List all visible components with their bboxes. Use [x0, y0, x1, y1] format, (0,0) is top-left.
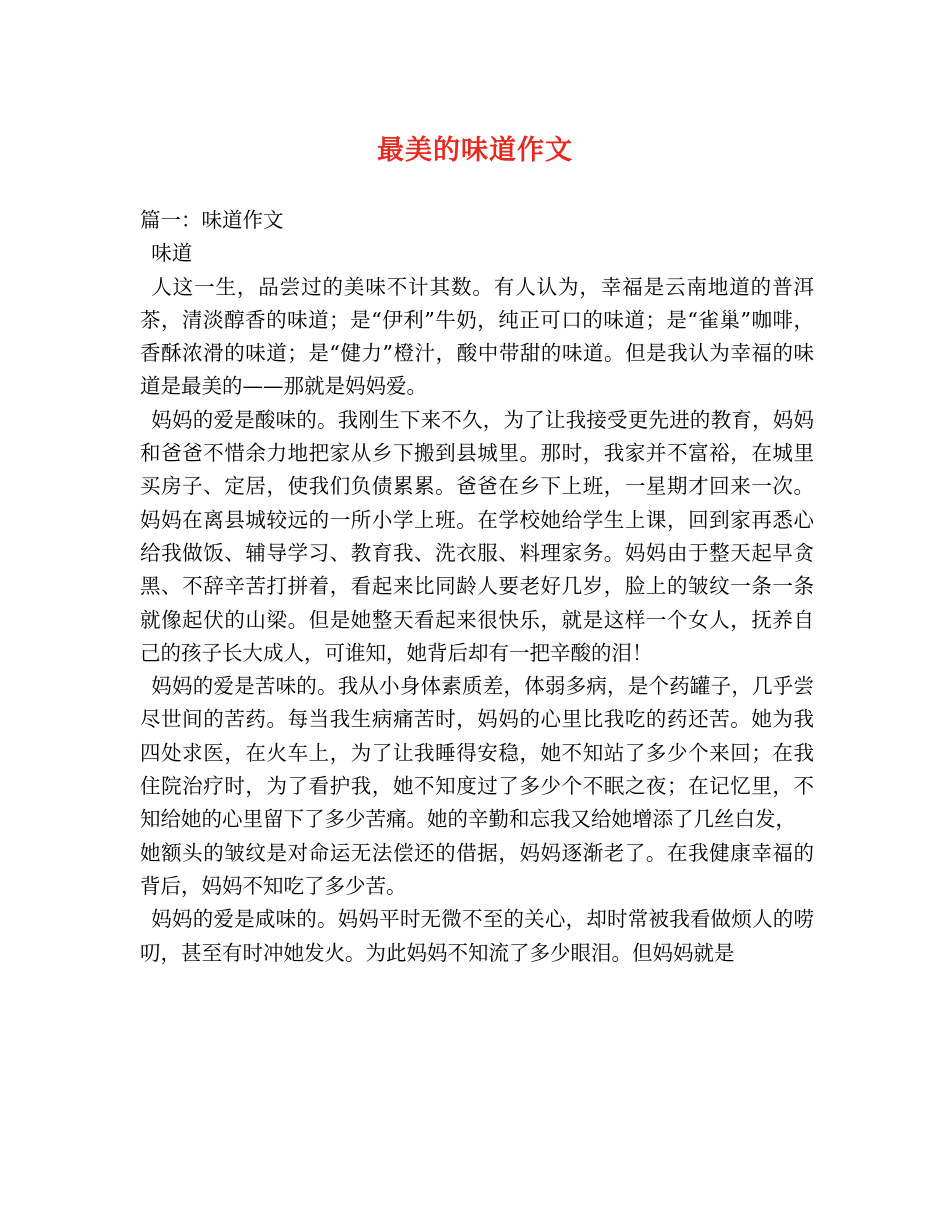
paragraph: 人这一生，品尝过的美味不计其数。有人认为，幸福是云南地道的普洱茶，清淡醇香的味道；是“伊利”牛奶，纯正可口的味道；是“雀巢”咖啡，香酥浓滑的味道；是“健力”橙汁，酸中带甜的味道。但是我认为幸福的味道是最美的——那就是妈妈爱。 [140, 274, 814, 399]
paragraph: 妈妈的爱是苦味的。我从小身体素质差，体弱多病，是个药罐子，几乎尝尽世间的苦药。每当我生病痛苦时，妈妈的心里比我吃的药还苦。她为我四处求医，在火车上，为了让我睡得安稳，她不知站了多少个来回；在我住院治疗时，为了看护我，她不知度过了多少个不眠之夜；在记忆里，不知给她的心里留下了多少苦痛。她的辛勤和忘我又给她增添了几丝白发， [140, 674, 814, 832]
document-title: 最美的味道作文 [377, 135, 573, 166]
section-heading: 篇一：味道作文 [140, 208, 284, 232]
paragraph: 妈妈的爱是咸味的。妈妈平时无微不至的关心，却时常被我看做烦人的唠叨，甚至有时冲她发火。为此妈妈不知流了多少眼泪。但妈妈就是 [140, 907, 814, 965]
document-body [140, 204, 814, 970]
sub-heading: 味道 [151, 241, 193, 266]
paragraph: 她额头的皱纹是对命运无法偿还的借据，妈妈逐渐老了。在我健康幸福的背后，妈妈不知吃了多少苦。 [140, 840, 814, 898]
paragraph: 妈妈的爱是酸味的。我刚生下来不久，为了让我接受更先进的教育，妈妈和爸爸不惜余力地把家从乡下搬到县城里。那时，我家并不富裕，在城里买房子、定居，使我们负债累累。爸爸在乡下上班，一星期才回来一次。妈妈在离县城较远的一所小学上班。在学校她给学生上课，回到家再悉心给我做饭、辅导学习、教育我、洗衣服、料理家务。妈妈由于整天起早贪黑、不辞辛苦打拼着，看起来比同龄人要老好几岁，脸上的皱纹一条一条就像起伏的山梁。但是她整天看起来很快乐，就是这样一个女人，抚养自己的孩子长大成人，可谁知，她背后却有一把辛酸的泪！ [140, 407, 814, 665]
